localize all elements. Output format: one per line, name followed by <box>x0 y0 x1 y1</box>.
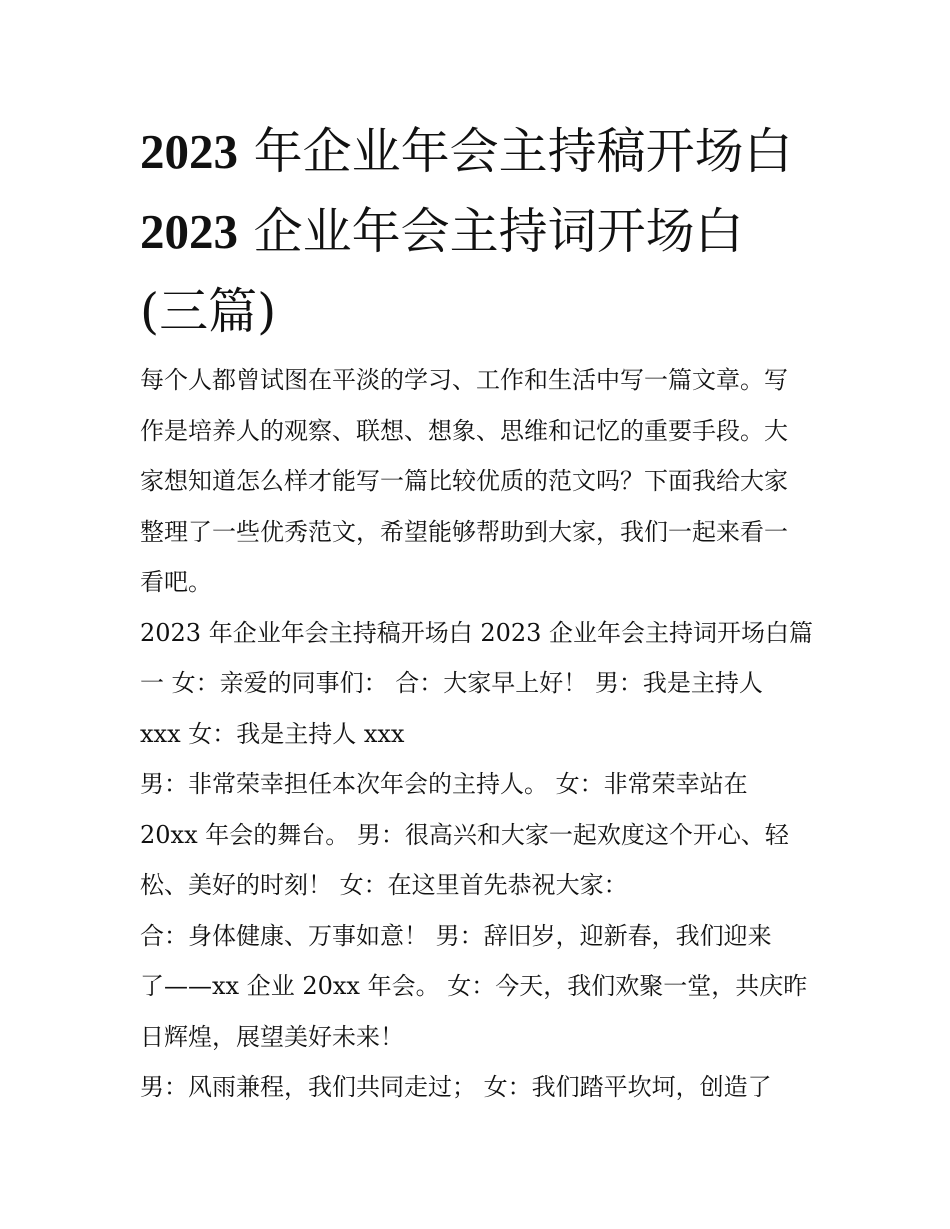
body-line: xxx 女：我是主持人 xxx <box>140 719 405 748</box>
document-title <box>140 112 840 352</box>
body-line: 松、美好的时刻！ 女：在这里首先恭祝大家： <box>140 871 628 899</box>
title-line <box>140 272 840 352</box>
body-line: 每个人都曾试图在平淡的学习、工作和生活中写一篇文章。写 <box>140 366 788 394</box>
body-line: 看吧。 <box>140 568 212 596</box>
body-line: 2023 年企业年会主持稿开场白 2023 企业年会主持词开场白篇 <box>140 618 814 647</box>
title-year: 2023 <box>140 124 238 179</box>
body-line: 男：风雨兼程，我们共同走过； 女：我们踏平坎坷，创造了 <box>140 1073 772 1101</box>
body-line: 男：非常荣幸担任本次年会的主持人。 女：非常荣幸站在 <box>140 770 748 798</box>
title-line <box>140 112 840 192</box>
body-line: 作是培养人的观察、联想、想象、思维和记忆的重要手段。大 <box>140 416 788 445</box>
body-line: 家想知道怎么样才能写一篇比较优质的范文吗？下面我给大家 <box>140 467 788 495</box>
title-text: (三篇) <box>140 283 277 340</box>
title-text: 年企业年会主持稿开场白 <box>238 123 793 180</box>
title-text: 企业年会主持词开场白 <box>238 203 744 260</box>
body-line: 一 女：亲爱的同事们： 合：大家早上好！ 男：我是主持人 <box>140 669 763 697</box>
body-line: 了——xx 企业 20xx 年会。 女：今天，我们欢聚一堂，共庆昨 <box>140 972 808 1000</box>
title-year: 2023 <box>140 204 238 259</box>
document-body <box>140 355 820 1113</box>
body-line: 合：身体健康、万事如意！ 男：辞旧岁，迎新春，我们迎来 <box>140 921 772 950</box>
body-line: 20xx 年会的舞台。 男：很高兴和大家一起欢度这个开心、轻 <box>140 820 789 849</box>
body-line: 整理了一些优秀范文，希望能够帮助到大家，我们一起来看一 <box>140 517 788 546</box>
title-line <box>140 192 840 272</box>
body-line: 日辉煌，展望美好未来！ <box>140 1022 404 1051</box>
